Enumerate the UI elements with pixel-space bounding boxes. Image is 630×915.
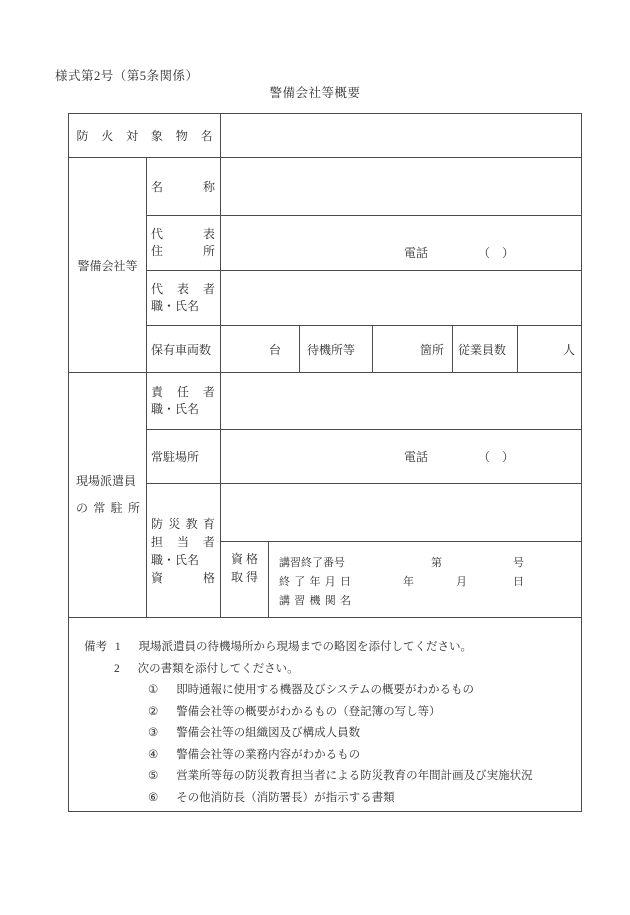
subitem-1-number: ① [148, 684, 159, 696]
qual-detail-cell [269, 542, 581, 618]
fire-object-label: 防火対象物名 [76, 129, 213, 143]
rep-title-label-line1: 代表者 [151, 282, 215, 296]
subitem-6-number: ⑥ [148, 791, 159, 804]
note-1-number: 1 [114, 641, 121, 653]
company-group-label: 警備会社等 [77, 258, 138, 273]
note-2-text: 次の書類を添付してください。 [137, 662, 299, 675]
company-name-label-cell [147, 158, 221, 216]
employees-label-cell [453, 326, 518, 373]
vehicles-value-cell [221, 326, 300, 373]
note-line-2 [69, 659, 581, 681]
institution-label: 講習機関名 [279, 595, 351, 607]
notes-heading: 備考 [84, 641, 107, 653]
form-table [68, 113, 582, 812]
note-subitem-5 [69, 766, 581, 788]
phone-label: 電話 [404, 246, 429, 260]
rep-address-label-line1: 代表 [151, 227, 215, 241]
site-group-label-cell [69, 373, 147, 618]
subitem-2-number: ② [148, 705, 159, 718]
edu-officer-label-line4: 資格 [151, 570, 215, 585]
manager-value-cell [221, 373, 581, 430]
subitem-6-text: その他消防長（消防署長）が指示する書類 [176, 791, 395, 804]
rep-address-label-line2: 住所 [151, 244, 215, 258]
subitem-4-text: 警備会社等の業務内容がわかるもの [176, 748, 361, 761]
edu-officer-value-cell [221, 484, 581, 542]
phone-label: 電話 [404, 450, 429, 464]
company-name-value-cell [221, 158, 581, 216]
course-no-prefix: 第 [431, 557, 442, 569]
edu-officer-label-line2: 担当者 [151, 534, 215, 549]
vehicles-unit: 台 [268, 342, 281, 357]
institution-line [269, 592, 581, 611]
station-label: 常駐場所 [151, 450, 200, 464]
note-subitem-4 [69, 745, 581, 767]
fire-object-value-cell [221, 114, 581, 158]
note-subitem-3 [69, 723, 581, 745]
subitem-5-text: 営業所等毎の防災教育担当者による防災教育の年間計画及び実施状況 [176, 770, 533, 782]
standby-value-cell [373, 326, 453, 373]
subitem-2-text: 警備会社等の概要がわかるもの（登記簿の写し等） [176, 705, 441, 718]
note-2-number: 2 [114, 662, 120, 675]
rep-address-label-cell [147, 216, 221, 271]
note-line-1 [69, 637, 581, 659]
edu-officer-label-cell [147, 484, 221, 618]
site-group-label-line2: の常駐所 [76, 501, 140, 515]
station-label-cell [147, 430, 221, 484]
notes-section [69, 618, 581, 811]
standby-label-cell [300, 326, 373, 373]
form-number: 様式第2号（第5条関係） [55, 69, 199, 83]
course-no-label: 講習終了番号 [279, 557, 345, 569]
edu-officer-label-line3: 職・氏名 [151, 552, 200, 567]
note-subitem-1 [69, 680, 581, 702]
subitem-3-text: 警備会社等の組織図及び構成人員数 [176, 727, 361, 739]
subitem-4-number: ④ [148, 748, 159, 761]
phone-parens: （ ） [478, 246, 515, 260]
completion-date-line [269, 573, 581, 592]
page-title: 警備会社等概要 [269, 86, 361, 100]
vehicles-label: 保有車両数 [151, 342, 212, 357]
year-label: 年 [403, 576, 414, 588]
rep-address-value-cell [221, 216, 581, 271]
company-name-label: 名称 [151, 180, 215, 194]
manager-label-line2: 職・氏名 [151, 402, 200, 416]
standby-label: 待機所等 [307, 342, 356, 357]
site-group-label-line1: 現場派遣員 [76, 474, 137, 488]
qual-label-line1: 資 格 [230, 552, 258, 566]
edu-officer-label-line1: 防災教育 [151, 516, 215, 531]
note-subitem-6 [69, 788, 581, 810]
qual-label-line2: 取 得 [230, 570, 258, 584]
rep-title-label-cell [147, 271, 221, 326]
month-label: 月 [456, 576, 467, 588]
note-subitem-2 [69, 702, 581, 724]
employees-unit: 人 [562, 342, 575, 357]
note-1-text: 現場派遣員の待機場所から現場までの略図を添付してください。 [138, 641, 472, 653]
company-group-label-cell [69, 158, 147, 373]
manager-label-cell [147, 373, 221, 430]
standby-unit: 箇所 [419, 342, 444, 357]
rep-title-value-cell [221, 271, 581, 326]
qual-acquisition-label-cell [221, 542, 269, 618]
course-number-line [269, 554, 581, 573]
fire-object-label-cell [69, 114, 221, 158]
subitem-3-number: ③ [148, 727, 159, 739]
day-label: 日 [513, 576, 524, 588]
subitem-1-text: 即時通報に使用する機器及びシステムの概要がわかるもの [176, 684, 475, 696]
employees-label: 従業員数 [458, 342, 507, 357]
vehicles-label-cell [147, 326, 221, 373]
subitem-5-number: ⑤ [148, 770, 159, 782]
station-value-cell [221, 430, 581, 484]
completion-date-label: 終了年月日 [279, 576, 351, 588]
phone-parens: （ ） [478, 450, 515, 464]
manager-label-line1: 責任者 [151, 385, 215, 399]
employees-value-cell [518, 326, 581, 373]
rep-title-label-line2: 職・氏名 [151, 299, 200, 313]
course-no-suffix: 号 [513, 557, 524, 569]
